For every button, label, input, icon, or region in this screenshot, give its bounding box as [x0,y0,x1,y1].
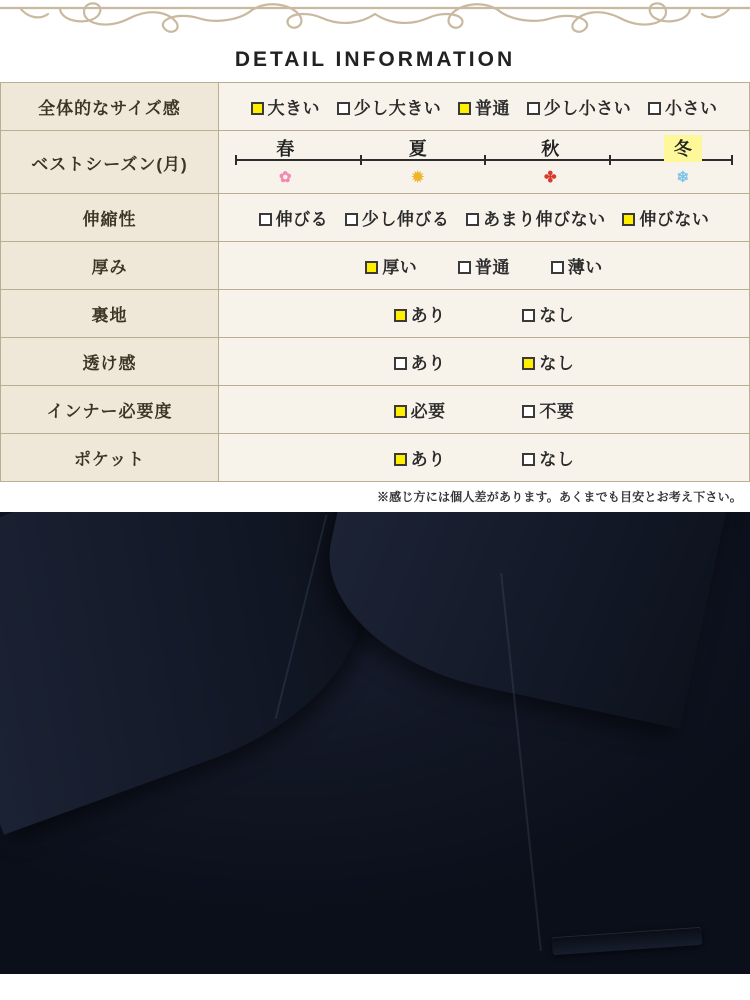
season-scale [219,131,749,193]
season-label: 秋 [541,139,560,159]
sunflower-icon: ✹ [411,169,425,186]
option-label: 大きい [267,99,321,118]
option-checkbox[interactable] [551,253,603,278]
option-checkbox[interactable] [622,205,709,230]
option-label: なし [539,306,575,325]
checkbox-icon [527,102,540,115]
checkbox-icon [394,357,407,370]
checkbox-icon [522,453,535,466]
table-row [1,386,750,434]
option-checkbox[interactable] [394,445,446,470]
checkbox-icon [251,102,264,115]
option-checkbox[interactable] [458,253,510,278]
scroll-flourish-ornament [0,0,750,46]
checkbox-icon [522,405,535,418]
option-checkbox[interactable] [251,94,321,119]
option-checkbox[interactable] [345,205,450,230]
option-checkbox[interactable] [522,349,574,374]
row-label: 裏地 [1,290,219,338]
checkbox-icon [522,357,535,370]
row-label: 透け感 [1,338,219,386]
option-label: 少し大きい [353,99,442,118]
row-label: 厚み [1,242,219,290]
table-row [1,290,750,338]
checkbox-icon [466,213,479,226]
checkbox-icon [345,213,358,226]
row-value [219,131,750,194]
row-label: 全体的なサイズ感 [1,83,219,131]
option-checkbox[interactable] [394,349,446,374]
option-checkbox[interactable] [337,94,442,119]
option-checkbox[interactable] [458,94,510,119]
option-label: 少し小さい [543,99,632,118]
checkbox-icon [394,405,407,418]
season-label: 夏 [408,139,427,159]
checkbox-icon [458,102,471,115]
option-label: 少し伸びる [361,210,450,229]
option-label: あり [410,306,446,325]
maple-leaf-icon: ✤ [543,169,557,186]
row-value [219,434,750,482]
option-checkbox[interactable] [466,205,606,230]
option-checkbox[interactable] [259,205,329,230]
checkbox-icon [394,453,407,466]
row-value [219,290,750,338]
row-value [219,242,750,290]
option-checkbox[interactable] [394,301,446,326]
checkbox-icon [337,102,350,115]
season-item-winter[interactable] [617,135,750,185]
row-label: インナー必要度 [1,386,219,434]
checkbox-icon [522,309,535,322]
checkbox-icon [365,261,378,274]
checkbox-icon [551,261,564,274]
option-label: 小さい [664,99,718,118]
option-checkbox[interactable] [522,445,574,470]
row-label: 伸縮性 [1,194,219,242]
option-label: 必要 [410,402,446,421]
checkbox-icon [458,261,471,274]
checkbox-icon [394,309,407,322]
table-row [1,83,750,131]
cherry-blossom-icon: ✿ [278,169,292,186]
checkbox-icon [622,213,635,226]
row-value [219,338,750,386]
row-value [219,194,750,242]
option-label: あり [410,450,446,469]
option-label: なし [539,354,575,373]
snowflake-icon: ❄ [676,169,690,186]
row-label: ポケット [1,434,219,482]
season-label: 冬 [664,135,702,162]
checkbox-icon [259,213,272,226]
option-checkbox[interactable] [522,397,574,422]
option-label: あまり伸びない [483,210,606,229]
table-row [1,338,750,386]
product-photo [0,512,750,974]
option-label: なし [539,450,575,469]
option-checkbox[interactable] [365,253,417,278]
option-checkbox[interactable] [522,301,574,326]
option-label: 普通 [475,99,510,118]
table-row [1,194,750,242]
disclaimer-note: ※感じ方には個人差があります。あくまでも目安とお考え下さい。 [376,490,742,504]
option-label: 伸びない [639,210,710,229]
option-label: あり [410,354,446,373]
row-value [219,83,750,131]
season-item-autumn[interactable] [484,135,617,185]
option-label: 普通 [475,258,510,277]
option-label: 厚い [382,258,418,277]
table-row [1,434,750,482]
season-item-summer[interactable] [352,135,485,185]
page-title: DETAIL INFORMATION [234,48,516,71]
season-label: 春 [276,139,295,159]
option-checkbox[interactable] [394,397,446,422]
option-label: 伸びる [275,210,329,229]
season-item-spring[interactable] [219,135,352,185]
option-checkbox[interactable] [527,94,632,119]
row-value [219,386,750,434]
table-row [1,242,750,290]
option-label: 薄い [567,258,603,277]
table-row [1,131,750,194]
option-checkbox[interactable] [648,94,718,119]
detail-table [0,82,750,482]
row-label: ベストシーズン(月) [1,131,219,194]
checkbox-icon [648,102,661,115]
option-label: 不要 [539,402,575,421]
